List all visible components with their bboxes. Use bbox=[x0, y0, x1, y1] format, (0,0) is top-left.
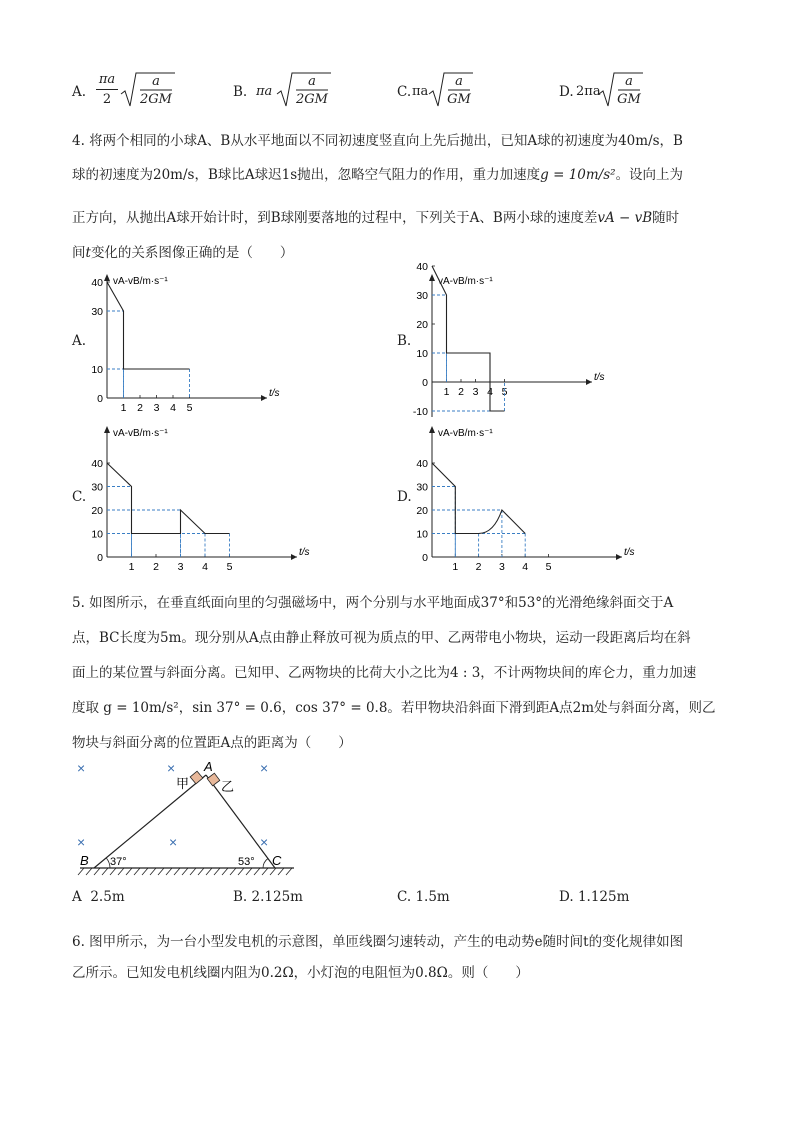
y-tick-label: 40 bbox=[416, 458, 428, 470]
q5-option-d-value: 1.125m bbox=[577, 889, 630, 905]
x-tick-label: 3 bbox=[153, 402, 160, 414]
y-axis-arrow-icon bbox=[429, 274, 435, 281]
field-cross-icon: × bbox=[169, 834, 178, 850]
y-tick-label: 10 bbox=[91, 528, 103, 541]
x-tick-label: 3 bbox=[177, 561, 184, 573]
q5-option-c-value: 1.5m bbox=[415, 889, 450, 905]
y-tick-label: 0 bbox=[97, 393, 103, 405]
graph-a bbox=[85, 268, 285, 413]
x-tick-label: 5 bbox=[226, 561, 233, 573]
q3-option-c-label: C. bbox=[397, 84, 412, 100]
q3-option-c-root-den: GM bbox=[447, 92, 471, 107]
q3-option-b-label: B. bbox=[233, 84, 248, 100]
y-tick-label: 0 bbox=[422, 552, 428, 564]
point-b-label: B bbox=[80, 853, 89, 868]
x-tick-label: 1 bbox=[120, 402, 127, 414]
x-tick-label: 5 bbox=[545, 561, 552, 573]
x-tick-label: 2 bbox=[458, 386, 464, 398]
magnetic-field-marks bbox=[77, 760, 268, 850]
q4-velocity-diff: vA − vB bbox=[597, 210, 653, 226]
x-tick-label: 1 bbox=[443, 386, 450, 398]
y-tick-label: 20 bbox=[416, 319, 428, 331]
point-a-label: A bbox=[204, 759, 213, 774]
x-tick-label: 1 bbox=[452, 561, 459, 573]
y-axis-arrow-icon bbox=[429, 426, 435, 433]
x-tick-label: 3 bbox=[472, 386, 479, 398]
label-jia: 甲 bbox=[176, 776, 190, 791]
angle-b-label: 37° bbox=[110, 856, 127, 868]
q5-option-b-value: 2.125m bbox=[251, 889, 303, 905]
x-axis-label: t/s bbox=[594, 372, 605, 383]
q4-line-3-end: 随时 bbox=[652, 210, 680, 226]
q3-option-d-root-den: GM bbox=[617, 92, 641, 107]
q4-line-4-start: 间 bbox=[72, 245, 86, 261]
graph-b bbox=[410, 261, 610, 418]
angle-c-arc bbox=[263, 859, 268, 869]
x-tick-label: 2 bbox=[153, 561, 159, 573]
y-axis-arrow-icon bbox=[104, 426, 110, 433]
field-cross-icon: × bbox=[260, 760, 269, 776]
q3-option-b-root-num: a bbox=[308, 74, 316, 89]
q3-option-d-coef: 2πa bbox=[576, 84, 601, 99]
x-tick-label: 4 bbox=[202, 561, 208, 573]
field-cross-icon: × bbox=[260, 834, 269, 850]
graph-d bbox=[410, 420, 635, 575]
q3-option-a-label: A. bbox=[72, 84, 87, 100]
q3-option-a-root-num: a bbox=[152, 74, 160, 89]
field-cross-icon: × bbox=[77, 760, 86, 776]
q5-line-3: 面上的某位置与斜面分离。已知甲、乙两物块的比荷大小之比为4 : 3，不计两物块间的库仑力，重力加速 bbox=[72, 665, 697, 681]
q5-line-2: 点，BC长度为5m。现分别从A点由静止释放可视为质点的甲、乙两带电小物块，运动一段距离后均在斜 bbox=[72, 630, 691, 646]
q5-option-c bbox=[397, 889, 450, 905]
q4-line-2 bbox=[72, 165, 683, 185]
q4-line-2-end: 。设向上为 bbox=[615, 167, 684, 183]
y-tick-label: 40 bbox=[416, 261, 428, 273]
q4-line-1: 4. 将两个相同的小球A、B从水平地面以不同初速度竖直向上先后抛出，已知A球的初速度为40m/s，B bbox=[72, 133, 683, 149]
q5-option-a-label: A bbox=[72, 889, 82, 905]
x-tick-label: 2 bbox=[137, 402, 143, 414]
q3-option-c-root-num: a bbox=[455, 74, 463, 89]
x-axis-label: t/s bbox=[624, 547, 635, 558]
q6-line-1: 6. 图甲所示，为一台小型发电机的示意图，单匝线圈匀速转动，产生的电动势e随时间t的变化规律如图 bbox=[72, 934, 684, 950]
y-tick-label: 10 bbox=[416, 528, 428, 541]
block-yi bbox=[207, 773, 220, 786]
q4-line-3 bbox=[72, 208, 679, 228]
q5-line-1: 5. 如图所示，在垂直纸面向里的匀强磁场中，两个分别与水平地面成37°和53°的光滑绝缘斜面交于A bbox=[72, 595, 674, 611]
point-c-label: C bbox=[272, 853, 282, 868]
y-tick-label: 20 bbox=[416, 505, 428, 517]
x-axis-label: t/s bbox=[269, 388, 280, 399]
graph-d-option-label: D. bbox=[397, 489, 412, 505]
graph-a-series bbox=[107, 282, 190, 369]
y-tick-label: 10 bbox=[416, 348, 428, 360]
q4-line-4-end: 变化的关系图像正确的是（ ） bbox=[90, 245, 294, 261]
y-axis-arrow-icon bbox=[104, 274, 110, 281]
incline-ac bbox=[206, 775, 275, 868]
y-tick-label: 30 bbox=[91, 481, 103, 494]
x-axis-arrow-icon bbox=[261, 395, 267, 401]
x-tick-label: 5 bbox=[501, 386, 508, 398]
q4-time-var: t bbox=[85, 245, 91, 261]
angle-c-label: 53° bbox=[238, 856, 255, 868]
y-axis-label: vA-vB/m·s⁻¹ bbox=[438, 276, 493, 287]
graph-a-option-label: A. bbox=[72, 333, 87, 349]
q3-option-d-label: D. bbox=[559, 84, 574, 100]
q5-option-d bbox=[559, 889, 629, 905]
x-tick-label: 4 bbox=[487, 386, 493, 398]
y-tick-label: 30 bbox=[416, 290, 428, 302]
q3-option-c-coef: πa bbox=[412, 84, 429, 99]
q5-option-a-value: 2.5m bbox=[90, 889, 125, 905]
graph-b-option-label: B. bbox=[397, 333, 412, 349]
y-axis-label: vA-vB/m·s⁻¹ bbox=[113, 428, 168, 439]
y-tick-label: 20 bbox=[91, 505, 103, 517]
q5-line-4: 度取 g = 10m/s²，sin 37° = 0.6，cos 37° = 0.8。若甲物块沿斜面下滑到距A点2m处与斜面分离，则乙 bbox=[72, 700, 716, 716]
x-tick-label: 2 bbox=[475, 561, 482, 573]
q5-option-b-label: B. bbox=[233, 889, 248, 905]
y-axis-label: vA-vB/m·s⁻¹ bbox=[438, 428, 493, 439]
q5-option-a bbox=[72, 889, 125, 905]
graph-c-option-label: C. bbox=[72, 489, 87, 505]
x-axis-arrow-icon bbox=[616, 554, 622, 560]
incline-figure bbox=[72, 755, 312, 880]
q3-option-a-root-den: 2GM bbox=[140, 92, 172, 107]
x-tick-label: 1 bbox=[128, 561, 135, 573]
q3-option-a-denominator: 2 bbox=[102, 92, 112, 107]
q5-option-d-label: D. bbox=[559, 889, 574, 905]
y-axis-label: vA-vB/m·s⁻¹ bbox=[113, 276, 168, 287]
x-axis-label: t/s bbox=[299, 547, 310, 558]
q4-line-2-text: 球的初速度为20m/s，B球比A球迟1s抛出，忽略空气阻力的作用，重力加速度 bbox=[72, 167, 541, 183]
x-axis-arrow-icon bbox=[586, 379, 592, 385]
q6-line-2: 乙所示。已知发电机线圈内阻为0.2Ω，小灯泡的电阻恒为0.8Ω。则（ ） bbox=[72, 965, 529, 981]
q3-option-d-root-num: a bbox=[625, 74, 633, 89]
y-tick-label: 40 bbox=[91, 458, 103, 470]
q4-gravity-formula: g = 10m/s² bbox=[540, 167, 616, 183]
q5-option-c-label: C. bbox=[397, 889, 412, 905]
x-tick-label: 3 bbox=[498, 561, 505, 573]
q3-option-a-numerator: πa bbox=[98, 72, 116, 87]
y-tick-label: 40 bbox=[91, 277, 103, 289]
q4-line-4 bbox=[72, 243, 293, 263]
y-tick-label: -10 bbox=[412, 406, 428, 418]
incline-ab bbox=[94, 775, 206, 868]
y-tick-label: 30 bbox=[416, 481, 428, 494]
x-tick-label: 4 bbox=[522, 561, 529, 573]
graph-c-series bbox=[107, 463, 230, 534]
field-cross-icon: × bbox=[77, 834, 86, 850]
x-axis-arrow-icon bbox=[291, 554, 297, 560]
q3-option-b-root-den: 2GM bbox=[296, 92, 328, 107]
q5-option-b bbox=[233, 889, 303, 905]
ground-hatch bbox=[78, 868, 292, 875]
graph-c bbox=[85, 420, 310, 575]
q3-option-b-coef: πa bbox=[256, 84, 273, 99]
x-tick-label: 5 bbox=[186, 402, 193, 414]
block-jia bbox=[190, 771, 203, 784]
x-tick-label: 4 bbox=[170, 402, 176, 414]
fraction-bar bbox=[96, 89, 118, 90]
y-tick-label: 30 bbox=[91, 306, 103, 318]
y-tick-label: 0 bbox=[422, 377, 428, 389]
q5-line-5: 物块与斜面分离的位置距A点的距离为（ ） bbox=[72, 735, 352, 751]
label-yi: 乙 bbox=[221, 779, 235, 794]
field-cross-icon: × bbox=[167, 760, 176, 776]
y-tick-label: 10 bbox=[91, 364, 103, 376]
graph-d-series bbox=[432, 463, 525, 534]
y-tick-label: 0 bbox=[97, 552, 103, 564]
q4-line-3-text: 正方向，从抛出A球开始计时，到B球刚要落地的过程中，下列关于A、B两小球的速度差 bbox=[72, 210, 598, 226]
